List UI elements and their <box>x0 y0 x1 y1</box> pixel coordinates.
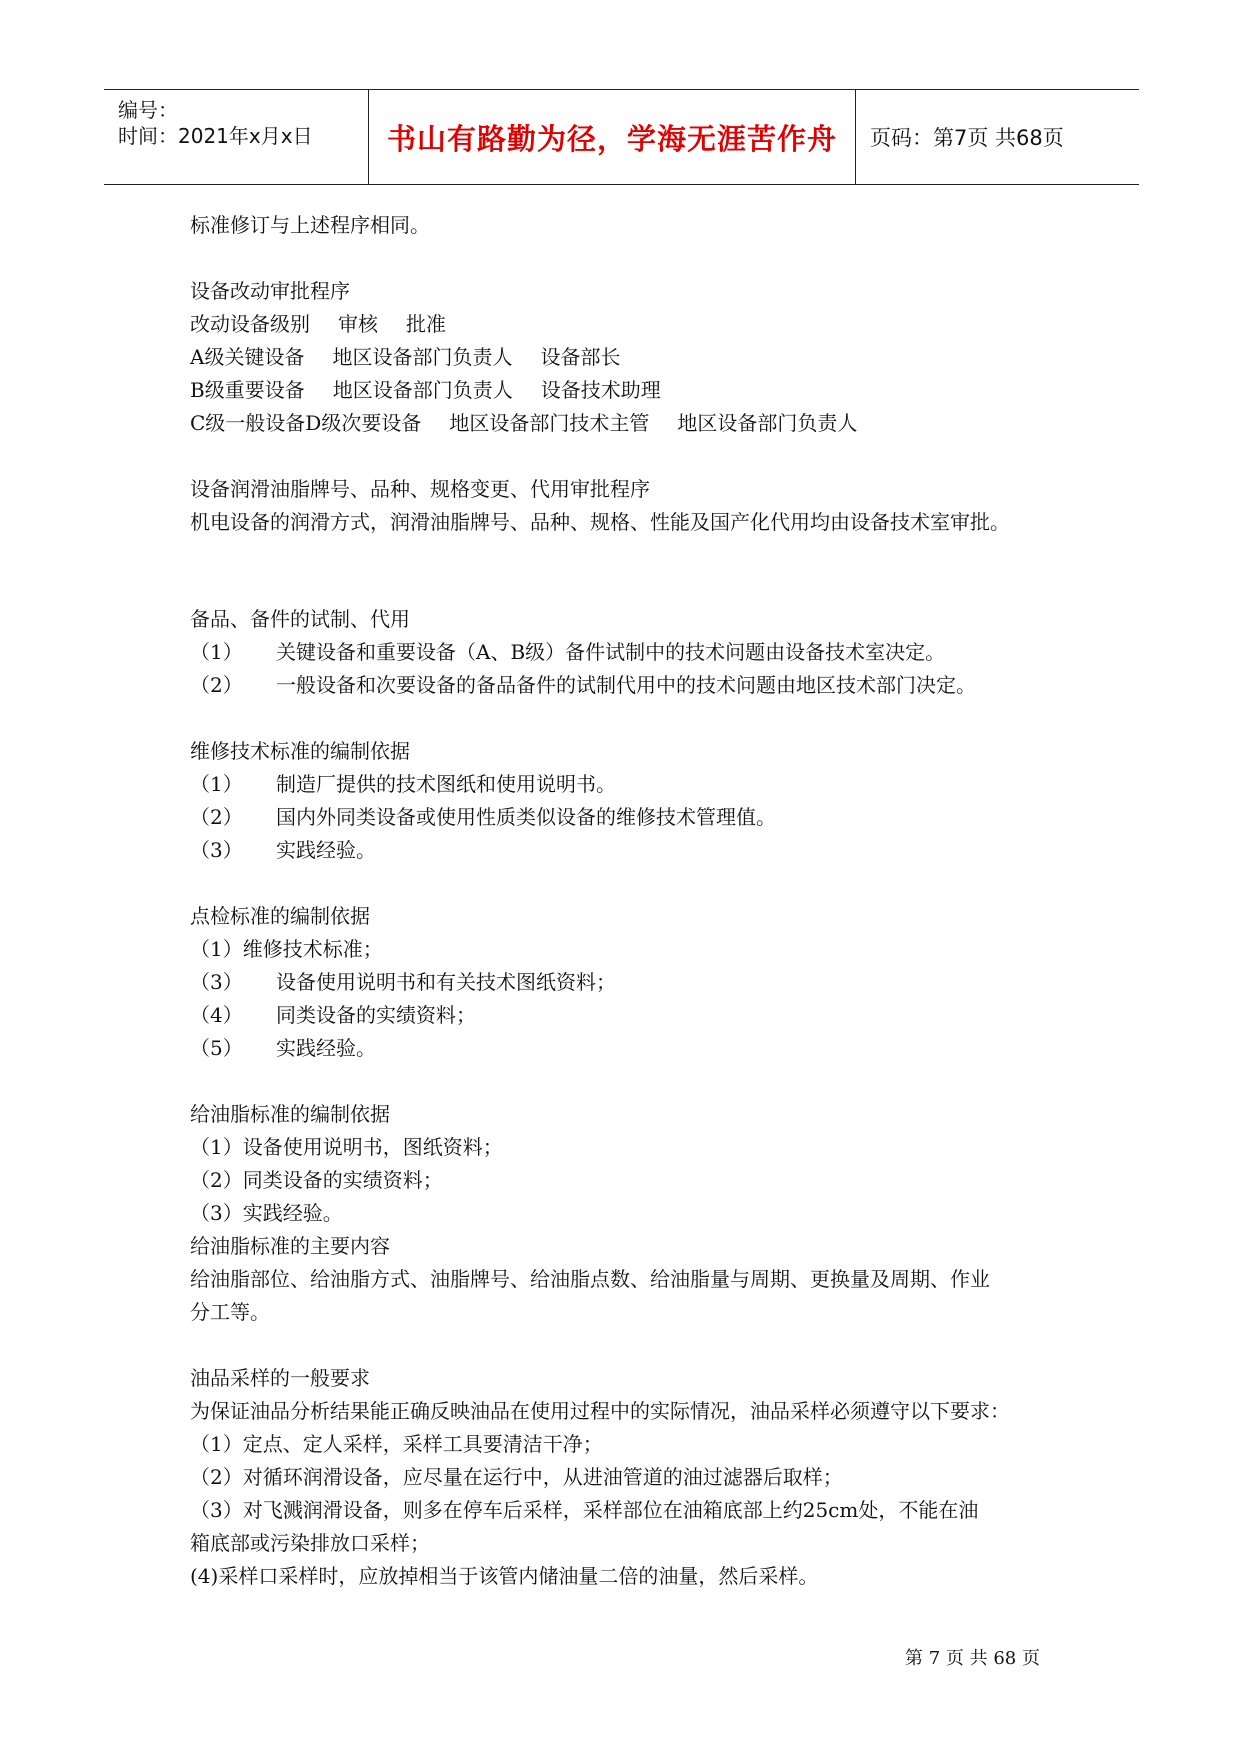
section-heading: 维修技术标准的编制依据 <box>190 739 410 763</box>
section-heading: 油品采样的一般要求 <box>190 1366 370 1390</box>
list-item <box>190 970 616 994</box>
table-cell: 地区设备部门负责人 <box>332 345 513 369</box>
list-item: (4)采样口采样时，应放掉相当于该管内储油量二倍的油量，然后采样。 <box>190 1564 819 1588</box>
list-text: 同类设备的实绩资料； <box>276 1003 476 1027</box>
list-item: （3）实践经验。 <box>190 1201 343 1225</box>
document-number-label: 编号： <box>118 98 178 122</box>
paragraph-line: 给油脂部位、给油脂方式、油脂牌号、给油脂点数、给油脂量与周期、更换量及周期、作业 <box>190 1267 990 1291</box>
list-text: 设备使用说明书和有关技术图纸资料； <box>276 970 616 994</box>
table-cell: 地区设备部门负责人 <box>332 378 513 402</box>
list-item: （2）对循环润滑设备，应尽量在运行中，从进油管道的油过滤器后取样； <box>190 1465 843 1489</box>
table-cell: 设备部长 <box>540 345 621 369</box>
header-left-cell <box>104 90 368 184</box>
list-text: 实践经验。 <box>276 1036 376 1060</box>
list-item: （3）对飞溅润滑设备，则多在停车后采样，采样部位在油箱底部上约25cm处，不能在油 <box>190 1498 979 1522</box>
list-item <box>190 673 976 697</box>
approval-table-row <box>190 411 857 435</box>
list-number: （1） <box>190 772 243 796</box>
section-heading: 给油脂标准的编制依据 <box>190 1102 390 1126</box>
list-item: （2）同类设备的实绩资料； <box>190 1168 443 1192</box>
list-item <box>190 805 776 829</box>
table-cell: 地区设备部门技术主管 <box>449 411 650 435</box>
list-item <box>190 1036 376 1060</box>
list-item <box>190 1003 476 1027</box>
list-number: （1） <box>190 640 243 664</box>
header-page-info: 页码：第7页 共68页 <box>870 126 1064 150</box>
paragraph-line: 箱底部或污染排放口采样； <box>190 1531 430 1555</box>
approval-table-header <box>190 312 446 336</box>
paragraph-line: 为保证油品分析结果能正确反映油品在使用过程中的实际情况，油品采样必须遵守以下要求： <box>190 1399 1010 1423</box>
list-item: （1）设备使用说明书，图纸资料； <box>190 1135 503 1159</box>
list-item: （1）维修技术标准； <box>190 937 383 961</box>
header-motto: 书山有路勤为径，学海无涯苦作舟 <box>386 122 837 156</box>
list-text: 实践经验。 <box>276 838 376 862</box>
section-heading: 备品、备件的试制、代用 <box>190 607 410 631</box>
list-item <box>190 838 376 862</box>
page-footer: 第 7 页 共 68 页 <box>905 1648 1040 1669</box>
list-text: 一般设备和次要设备的备品备件的试制代用中的技术问题由地区技术部门决定。 <box>276 673 976 697</box>
list-text: 关键设备和重要设备（A、B级）备件试制中的技术问题由设备技术室决定。 <box>276 640 946 664</box>
list-item <box>190 772 616 796</box>
document-header <box>104 89 1139 185</box>
table-cell: 审核 <box>338 312 378 336</box>
list-number: （4） <box>190 1003 243 1027</box>
table-cell: 设备技术助理 <box>540 378 661 402</box>
section-heading: 设备改动审批程序 <box>190 279 350 303</box>
approval-table-row <box>190 378 661 402</box>
list-number: （3） <box>190 970 243 994</box>
section-heading: 给油脂标准的主要内容 <box>190 1234 390 1258</box>
list-number: （3） <box>190 838 243 862</box>
table-cell: 改动设备级别 <box>190 312 310 336</box>
header-center-cell <box>368 90 856 184</box>
table-cell: C级一般设备D级次要设备 <box>190 411 422 435</box>
approval-table-row <box>190 345 620 369</box>
list-number: （2） <box>190 673 243 697</box>
header-right-cell <box>856 90 1139 184</box>
table-cell: 批准 <box>406 312 446 336</box>
list-number: （2） <box>190 805 243 829</box>
table-cell: A级关键设备 <box>190 345 305 369</box>
table-cell: B级重要设备 <box>190 378 305 402</box>
list-text: 制造厂提供的技术图纸和使用说明书。 <box>276 772 616 796</box>
paragraph-line: 标准修订与上述程序相同。 <box>190 213 430 237</box>
list-text: 国内外同类设备或使用性质类似设备的维修技术管理值。 <box>276 805 776 829</box>
paragraph-line: 机电设备的润滑方式，润滑油脂牌号、品种、规格、性能及国产化代用均由设备技术室审批。 <box>190 510 1010 534</box>
list-item <box>190 640 945 664</box>
section-heading: 点检标准的编制依据 <box>190 904 370 928</box>
section-heading: 设备润滑油脂牌号、品种、规格变更、代用审批程序 <box>190 477 650 501</box>
list-item: （1）定点、定人采样，采样工具要清洁干净； <box>190 1432 603 1456</box>
list-number: （5） <box>190 1036 243 1060</box>
table-cell: 地区设备部门负责人 <box>677 411 858 435</box>
document-time-label: 时间：2021年x月x日 <box>118 124 313 148</box>
paragraph-line: 分工等。 <box>190 1300 270 1324</box>
